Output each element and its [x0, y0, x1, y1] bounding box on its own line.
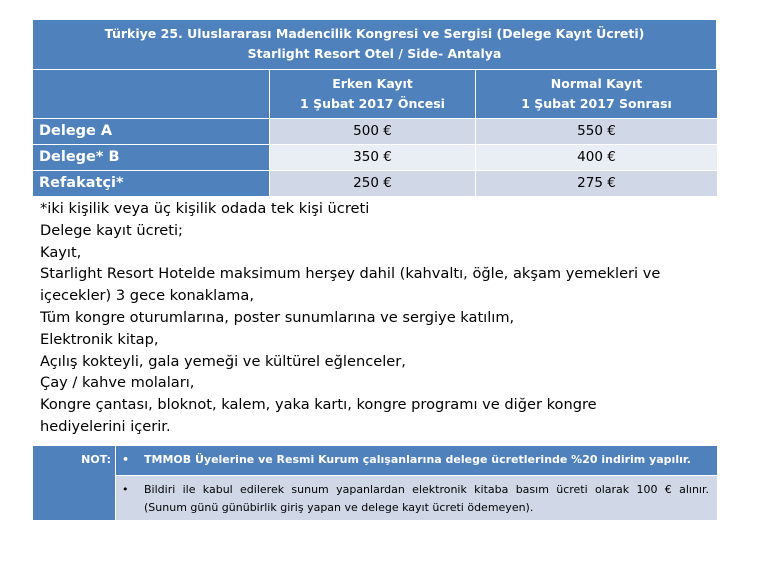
note-item-text: TMMOB Üyelerine ve Resmi Kurum çalışanlarına delege ücretlerinde %20 indirim yapılır. — [144, 453, 691, 466]
header-empty-cell — [33, 70, 270, 119]
row-label: Delege* B — [33, 145, 270, 171]
fee-table — [33, 20, 717, 197]
table-row — [33, 119, 717, 145]
header-early — [270, 70, 476, 119]
note-line: Starlight Resort Hotelde maksimum herşey dahil (kahvaltı, öğle, akşam yemekleri ve — [40, 265, 661, 283]
note-line: Çay / kahve molaları, — [40, 374, 195, 392]
header-normal-date: 1 Şubat 2017 Sonrası — [521, 96, 672, 111]
note-line: Elektronik kitap, — [40, 330, 159, 348]
row-label: Refakatçi* — [33, 171, 270, 197]
note-item-line — [122, 481, 709, 499]
note-line: Kongre çantası, bloknot, kalem, yaka kartı, kongre programı ve diğer kongre — [40, 396, 597, 414]
header-early-name: Erken Kayıt — [332, 76, 413, 91]
header-normal-name: Normal Kayıt — [550, 76, 643, 91]
note-item-line: (Sunum günü günübirlik giriş yapan ve delege kayıt ücreti ödemeyen). — [144, 501, 534, 514]
early-price: 250 € — [270, 171, 476, 197]
note-line: içecekler) 3 gece konaklama, — [40, 287, 254, 305]
early-price: 350 € — [270, 145, 476, 171]
title-line1: Türkiye 25. Uluslararası Madencilik Kongresi ve Sergisi (Delege Kayıt Ücreti) — [104, 26, 645, 41]
normal-price: 550 € — [476, 119, 717, 145]
note-line: Tüm kongre oturumlarına, poster sunumlarına ve sergiye katılım, — [40, 308, 515, 326]
note-line: Açılış kokteyli, gala yemeği ve kültürel eğlenceler, — [40, 352, 406, 370]
note-box — [33, 446, 717, 520]
row-label: Delege A — [33, 119, 270, 145]
note-item-discount — [116, 446, 717, 475]
note-item-publication-fee — [116, 476, 717, 520]
note-line: Kayıt, — [40, 243, 82, 261]
bullet-icon: • — [122, 453, 130, 466]
note-item-text: Bildiri ile kabul edilerek sunum yapanlardan elektronik kitaba basım ücreti olarak 100 € alınır. — [144, 483, 709, 496]
note-line: Delege kayıt ücreti; — [40, 221, 183, 239]
note-line: hediyelerini içerir. — [40, 417, 171, 435]
note-label: NOT: — [33, 446, 115, 520]
early-price: 500 € — [270, 119, 476, 145]
normal-price: 275 € — [476, 171, 717, 197]
header-normal — [476, 70, 717, 119]
table-row — [33, 145, 717, 171]
table-title — [33, 20, 717, 70]
bullet-icon: • — [122, 483, 129, 496]
header-early-date: 1 Şubat 2017 Öncesi — [300, 96, 445, 111]
title-line2: Starlight Resort Otel / Side- Antalya — [247, 46, 502, 61]
notes-text — [40, 198, 720, 438]
table-row — [33, 171, 717, 197]
normal-price: 400 € — [476, 145, 717, 171]
note-line: *iki kişilik veya üç kişilik odada tek kişi ücreti — [40, 200, 370, 217]
